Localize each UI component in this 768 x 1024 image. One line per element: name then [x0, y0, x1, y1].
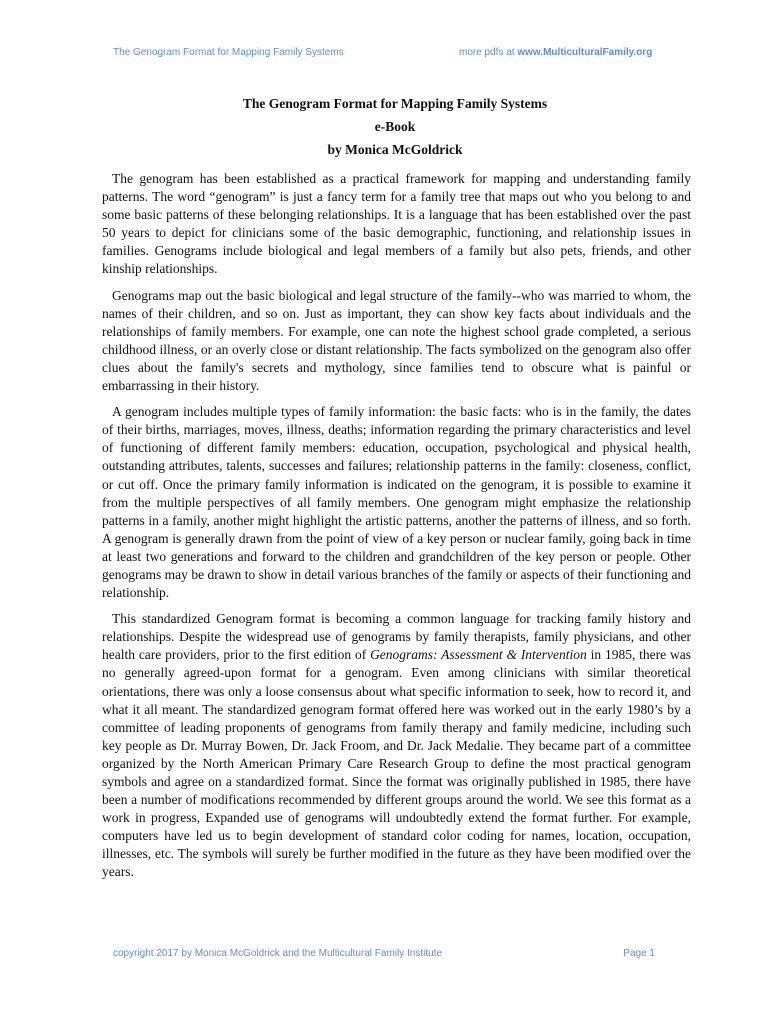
- header-website-link[interactable]: www.MulticulturalFamily.org: [517, 47, 653, 58]
- body-text: [102, 170, 691, 890]
- header-document-title: The Genogram Format for Mapping Family Systems: [113, 47, 344, 58]
- document-title: The Genogram Format for Mapping Family Systems: [242, 96, 548, 111]
- footer-page-number: Page 1: [623, 948, 655, 959]
- paragraph-2: Genograms map out the basic biological and legal structure of the family--who was married to whom, the names of their children, and so on. Just as important, they can show key facts about individuals and the relationships of family members. For example, one can note the highest school grade completed, a serious childhood illness, or an overly close or distant relationship. The facts symbolized on the genogram also offer clues about the family's secrets and mythology, since families tend to obscure what is painful or embarrassing in their history.: [102, 287, 691, 394]
- page-footer: [113, 948, 658, 962]
- header-more-pdfs-prefix: more pdfs at: [459, 47, 518, 58]
- paragraph-4: [102, 610, 691, 881]
- document-author: by Monica McGoldrick: [327, 142, 463, 157]
- book-title-italic: Genograms: Assessment & Intervention: [370, 647, 587, 663]
- paragraph-3: A genogram includes multiple types of family information: the basic facts: who is in the family, the dates of their births, marriages, moves, illness, deaths; information regarding the primary characteristics and level of functioning of different family members: education, occupation, psychological and physical health, outstanding attributes, talents, successes and failures; relationship patterns in the family: closeness, conflict, or cut off. Once the primary family information is indicated on the genogram, it is possible to examine it from the multiple perspectives of all family members. One genogram might emphasize the relationship patterns in a family, another might highlight the artistic patterns, another the patterns of illness, and so forth. A genogram is generally drawn from the point of view of a key person or nuclear family, going back in time at least two generations and forward to the children and grandchildren of the key person or people. Other genograms may be drawn to show in detail various branches of the family or aspects of their functioning and relationship.: [102, 404, 691, 601]
- title-block: [102, 95, 688, 164]
- footer-copyright: copyright 2017 by Monica McGoldrick and the Multicultural Family Institute: [113, 948, 443, 959]
- paragraph-4-part-2: in 1985, there was no generally agreed-upon format for a genogram. Even among clinicians with similar theoretical orientations, there was only a loose consensus about what specific information to seek, how to record it, and what it all meant. The standardized genogram format offered here was worked out in the early 1980’s by a committee of leading proponents of genograms from family therapy and family medicine, including such key people as Dr. Murray Bowen, Dr. Jack Froom, and Dr. Jack Medalie. They became part of a committee organized by the North American Primary Care Research Group to define the most practical genogram symbols and agree on a standardized format. Since the format was originally published in 1985, there have been a number of modifications recommended by different groups around the world. We see this format as a work in progress, Expanded use of genograms will undoubtedly extend the format further. For example, computers have led us to begin development of standard color coding for names, location, occupation, illnesses, etc. The symbols will surely be further modified in the future as they have been modified over the years.: [102, 647, 691, 880]
- paragraph-4-part-1: This standardized Genogram format is becoming a common language for tracking family history and relationships. Despite the widespread use of genograms by family therapists, family physicians, and other health care providers, prior to the first edition of: [102, 611, 691, 663]
- paragraph-1: The genogram has been established as a practical framework for mapping and understanding family patterns. The word “genogram” is just a fancy term for a family tree that maps out who you belong to and some basic patterns of these belonging relationships. It is a language that has been established over the past 50 years to depict for clinicians some of the basic demographic, functioning, and relationship issues in families. Genograms include biological and legal members of a family but also pets, friends, and other kinship relationships.: [102, 171, 691, 277]
- header-more-pdfs: [459, 47, 652, 58]
- document-subtitle: e-Book: [374, 119, 416, 134]
- page-header: [113, 47, 673, 61]
